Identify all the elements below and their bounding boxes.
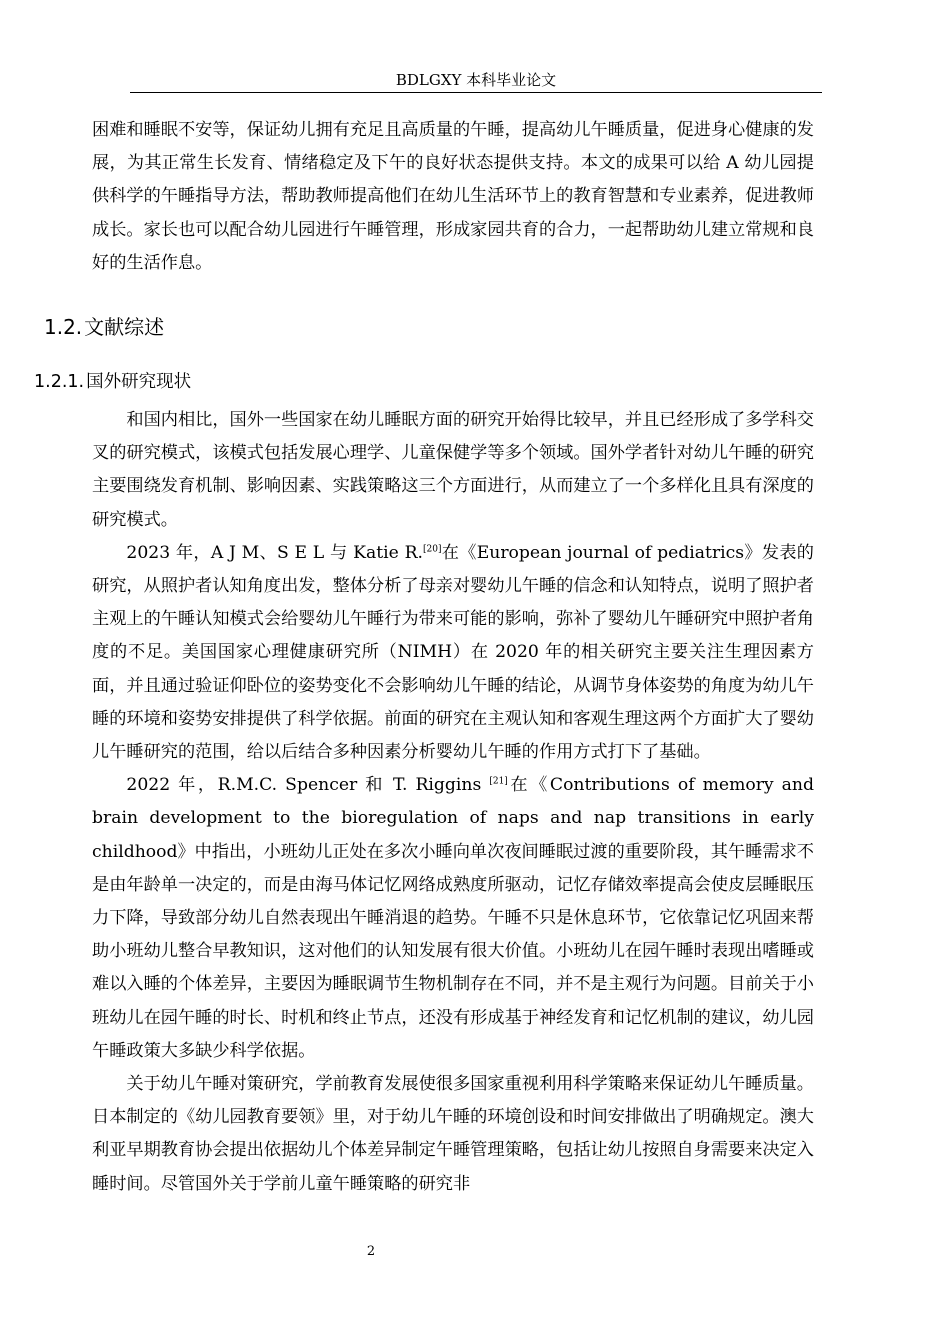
section-title: 文献综述	[84, 315, 165, 339]
section-heading	[44, 312, 164, 342]
paragraph-3-body: 在《Contributions of memory and brain development to the bioregulation of naps and nap transitions in early childhood》中指出，小班幼儿正处在多次小睡向单次夜间睡眠过渡的重要阶段，其午睡需求不是由年龄单一决定的，而是由海马体记忆网络成熟度所驱动，记忆存储效率提高会使皮层睡眠压力下降，导致部分幼儿自然表现出午睡消退的趋势。午睡不只是休息环节，它依靠记忆巩固来帮助小班幼儿整合早教知识，这对他们的认知发展有很大价值。小班幼儿在园午睡时表现出嗜睡或难以入睡的个体差异，主要因为睡眠调节生物机制存在不同，并不是主观行为问题。目前关于小班幼儿在园午睡的时长、时机和终止节点，还没有形成基于神经发育和记忆机制的建议，幼儿园午睡政策大多缺少科学依据。	[92, 775, 814, 1061]
paragraph-3	[92, 769, 814, 1068]
paragraph-4: 关于幼儿午睡对策研究，学前教育发展使很多国家重视利用科学策略来保证幼儿午睡质量。日本制定的《幼儿园教育要领》里，对于幼儿午睡的环境创设和时间安排做出了明确规定。澳大利亚早期教育协会提出依据幼儿个体差异制定午睡管理策略，包括让幼儿按照自身需要来决定入睡时间。尽管国外关于学前儿童午睡策略的研究非	[92, 1074, 814, 1194]
header-rule	[130, 92, 822, 93]
subsection-number: 1.2.1.	[34, 372, 85, 392]
main-text	[92, 404, 814, 1201]
paragraph-2	[92, 537, 814, 769]
subsection-title: 国外研究现状	[86, 372, 192, 392]
citation-21[interactable]: [21]	[489, 776, 508, 787]
intro-paragraph: 困难和睡眠不安等，保证幼儿拥有充足且高质量的午睡，提高幼儿午睡质量，促进身心健康的发展，为其正常生长发育、情绪稳定及下午的良好状态提供支持。本文的成果可以给 A 幼儿园提供科学的午睡指导方法，帮助教师提高他们在幼儿生活环节上的教育智慧和专业素养，促进教师成长。家长也可以配合幼儿园进行午睡管理，形成家园共育的合力，一起帮助幼儿建立常规和良好的生活作息。	[92, 120, 814, 273]
citation-20[interactable]: [20]	[423, 544, 442, 555]
paragraph-3-lead: 2022 年，R.M.C. Spencer 和 T. Riggins	[126, 775, 490, 796]
subsection-heading	[34, 368, 191, 396]
paragraph-2-body: 在《European journal of pediatrics》发表的研究，从照护者认知角度出发，整体分析了母亲对婴幼儿午睡的信念和认知特点，说明了照护者主观上的午睡认知模式会给婴幼儿午睡行为带来可能的影响，弥补了婴幼儿午睡研究中照护者角度的不足。美国国家心理健康研究所（NIMH）在 2020 年的相关研究主要关注生理因素方面，并且通过验证仰卧位的姿势变化不会影响幼儿午睡的结论，从调节身体姿势的角度为幼儿午睡的环境和姿势安排提供了科学依据。前面的研究在主观认知和客观生理这两个方面扩大了婴幼儿午睡研究的范围，给以后结合多种因素分析婴幼儿午睡的作用方式打下了基础。	[92, 542, 814, 763]
intro-block	[92, 114, 814, 280]
running-header: BDLGXY 本科毕业论文	[395, 71, 557, 89]
page-number: 2	[366, 1244, 376, 1259]
paragraph-1: 和国内相比，国外一些国家在幼儿睡眠方面的研究开始得比较早，并且已经形成了多学科交叉的研究模式，该模式包括发展心理学、儿童保健学等多个领域。国外学者针对幼儿午睡的研究主要围绕发育机制、影响因素、实践策略这三个方面进行，从而建立了一个多样化且具有深度的研究模式。	[92, 410, 814, 530]
paragraph-2-lead: 2023 年，A J M、S E L 与 Katie R.	[126, 542, 423, 563]
section-number: 1.2.	[44, 315, 83, 339]
